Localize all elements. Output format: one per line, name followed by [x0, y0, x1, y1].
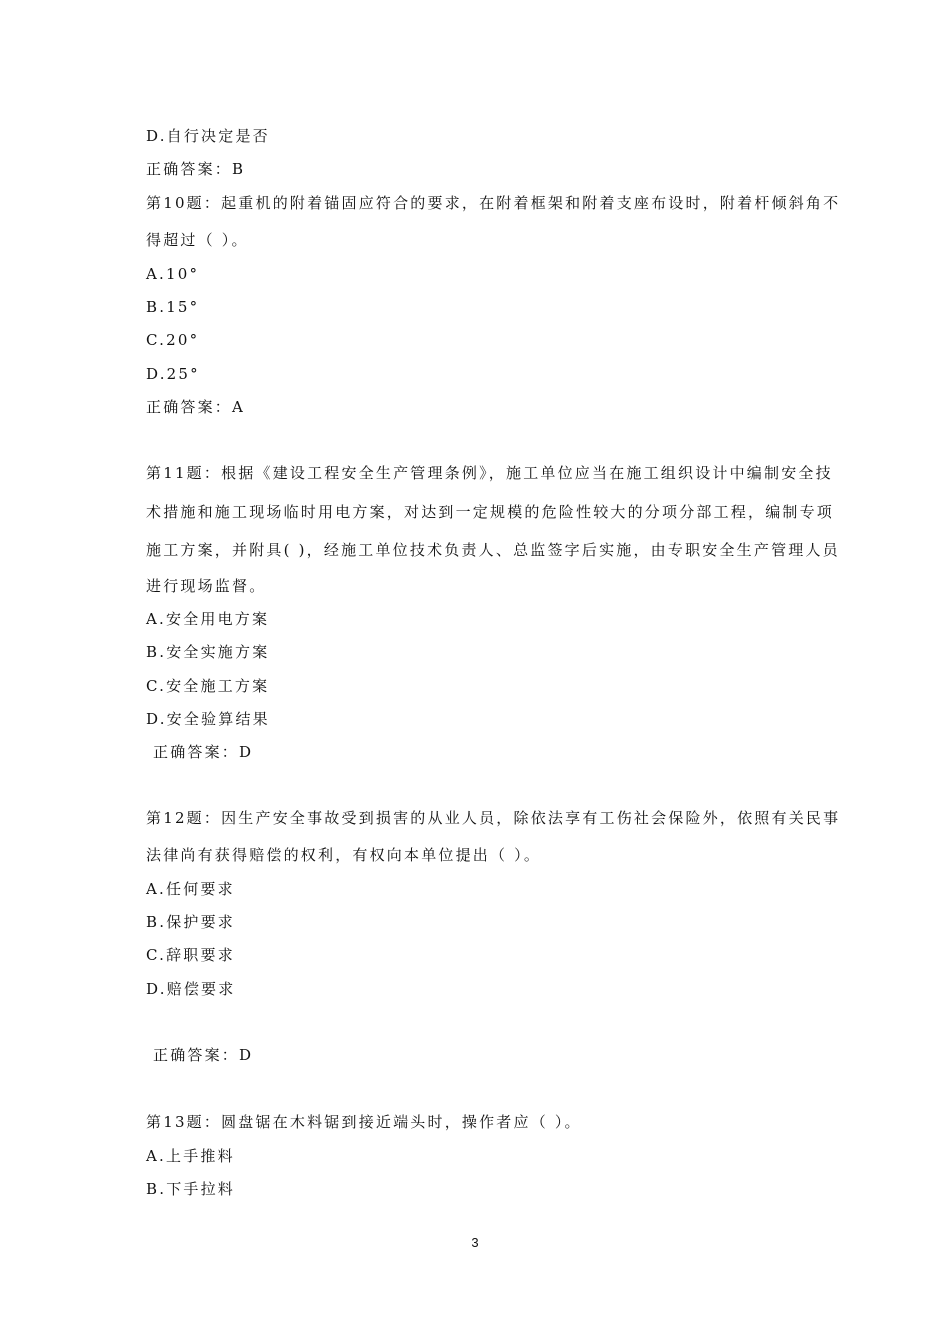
- q12-option-a: A.任何要求: [146, 880, 235, 898]
- q12-answer: 正确答案：D: [153, 1046, 254, 1064]
- q10-answer: 正确答案：A: [146, 398, 246, 416]
- q12-option-d: D.赔偿要求: [146, 980, 236, 998]
- q13-option-a: A.上手推料: [146, 1147, 235, 1165]
- q11-answer: 正确答案：D: [153, 743, 254, 761]
- q10-stem-line-1: 第10题：起重机的附着锚固应符合的要求，在附着框架和附着支座布设时，附着杆倾斜角不: [146, 194, 841, 212]
- q10-option-b: B.15°: [146, 298, 200, 316]
- q12-option-c: C.辞职要求: [146, 946, 235, 964]
- page-number: 3: [471, 1235, 479, 1250]
- q11-stem-line-4: 进行现场监督。: [146, 577, 267, 595]
- q11-option-a: A.安全用电方案: [146, 610, 270, 628]
- q13-stem: 第13题：圆盘锯在木料锯到接近端头时，操作者应（ ）。: [146, 1113, 582, 1131]
- q9-option-d: D.自行决定是否: [146, 127, 270, 145]
- q12-stem-line-2: 法律尚有获得赔偿的权利，有权向本单位提出（ ）。: [146, 846, 542, 864]
- q9-answer: 正确答案：B: [146, 160, 246, 178]
- q12-option-b: B.保护要求: [146, 913, 235, 931]
- q10-option-d: D.25°: [146, 365, 200, 383]
- q13-option-b: B.下手拉料: [146, 1180, 235, 1198]
- q11-option-b: B.安全实施方案: [146, 643, 270, 661]
- q10-stem-line-2: 得超过（ ）。: [146, 231, 249, 249]
- q11-stem-line-3: 施工方案，并附具( )，经施工单位技术负责人、总监签字后实施，由专职安全生产管理人员: [146, 541, 840, 559]
- q11-option-c: C.安全施工方案: [146, 677, 270, 695]
- q11-stem-line-2: 术措施和施工现场临时用电方案，对达到一定规模的危险性较大的分项分部工程，编制专项: [146, 503, 835, 521]
- q12-stem-line-1: 第12题：因生产安全事故受到损害的从业人员，除依法享有工伤社会保险外，依照有关民事: [146, 809, 841, 827]
- q10-option-a: A.10°: [146, 265, 200, 283]
- q11-option-d: D.安全验算结果: [146, 710, 270, 728]
- q11-stem-line-1: 第11题：根据《建设工程安全生产管理条例》，施工单位应当在施工组织设计中编制安全技: [146, 464, 833, 482]
- q10-option-c: C.20°: [146, 331, 200, 349]
